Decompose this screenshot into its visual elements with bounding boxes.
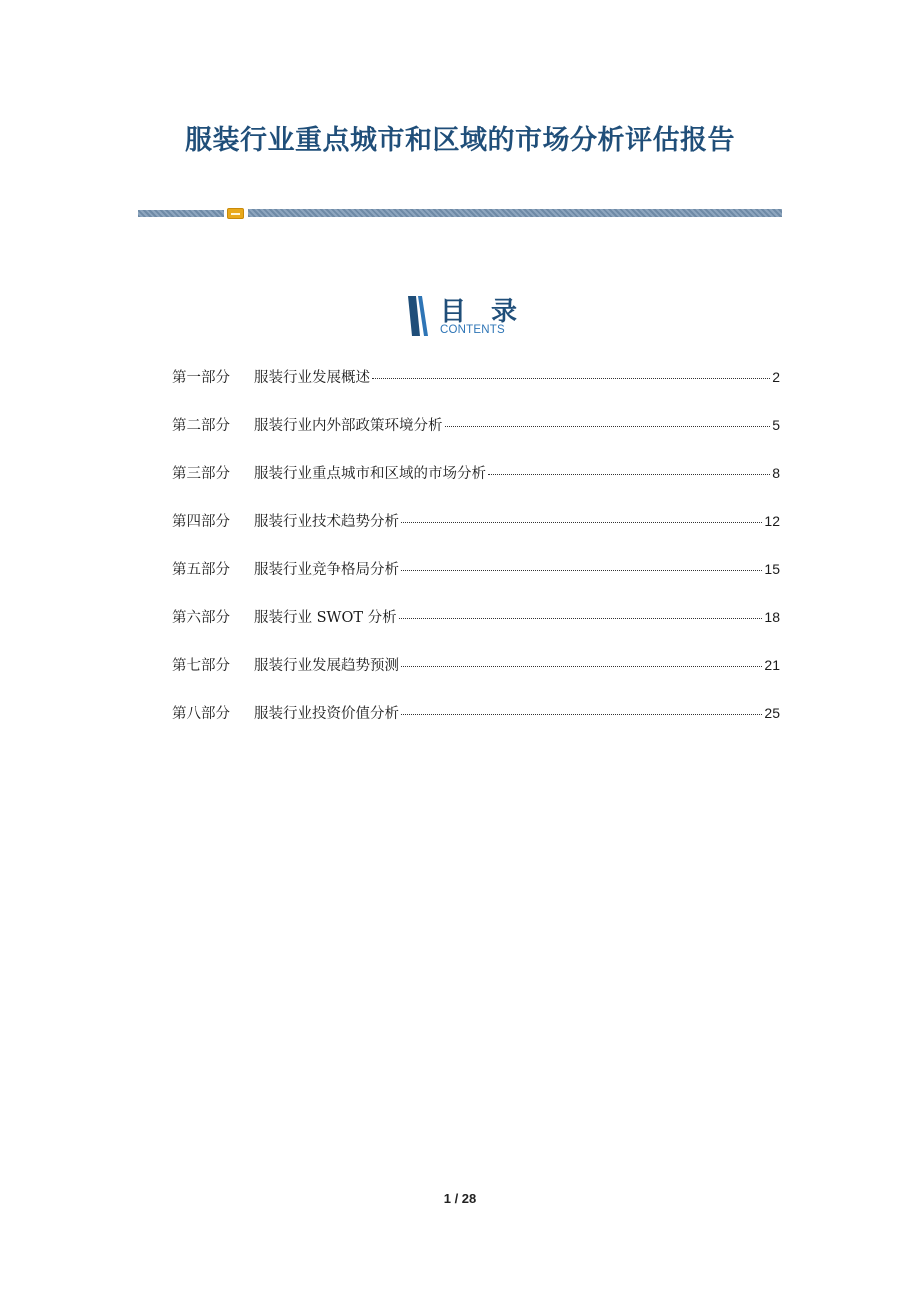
toc-entry-part: 第五部分 [172, 562, 230, 578]
toc-entry-title: 服装行业重点城市和区域的市场分析 [254, 466, 486, 482]
toc-entry[interactable] [172, 702, 780, 750]
toc-stripe-icon [408, 296, 430, 336]
toc-entry-leader [401, 570, 762, 571]
toc-entry[interactable] [172, 414, 780, 462]
toc-entry-part: 第四部分 [172, 514, 230, 530]
toc-entry[interactable] [172, 654, 780, 702]
divider-bar-right [248, 209, 782, 217]
toc-entry-part: 第八部分 [172, 706, 230, 722]
toc-entry-page: 2 [772, 369, 780, 385]
document-title: 服装行业重点城市和区域的市场分析评估报告 [185, 125, 735, 156]
toc-entry-title: 服装行业发展趋势预测 [254, 658, 399, 674]
toc-entry-leader [399, 618, 763, 619]
toc-entry-part: 第一部分 [172, 370, 230, 386]
toc-entry-part: 第六部分 [172, 610, 230, 626]
toc-entry-leader [401, 522, 762, 523]
toc-entry-title: 服装行业投资价值分析 [254, 706, 399, 722]
toc-entry-leader [372, 378, 770, 379]
toc-entry-title: 服装行业发展概述 [254, 370, 370, 386]
toc-entry-part: 第三部分 [172, 466, 230, 482]
toc-heading-en: CONTENTS [440, 324, 505, 336]
toc-entry-leader [401, 714, 762, 715]
toc-entry-page: 25 [764, 705, 780, 721]
toc-entry[interactable] [172, 510, 780, 558]
toc-entry-page: 21 [764, 657, 780, 673]
toc-entry[interactable] [172, 558, 780, 606]
toc-entry[interactable] [172, 462, 780, 510]
toc-entry-leader [401, 666, 762, 667]
toc-entry-title: 服装行业内外部政策环境分析 [254, 418, 443, 434]
toc-entry-title: 服装行业技术趋势分析 [254, 514, 399, 530]
toc-heading [406, 293, 526, 339]
toc-entry-part: 第七部分 [172, 658, 230, 674]
toc-entry[interactable] [172, 606, 780, 654]
toc-entry-page: 15 [764, 561, 780, 577]
toc-entry-page: 18 [764, 609, 780, 625]
toc-entry-page: 12 [764, 513, 780, 529]
toc-entry-title: 服装行业 SWOT 分析 [254, 610, 397, 626]
toc-entry-page: 8 [772, 465, 780, 481]
table-of-contents [172, 366, 780, 750]
divider-badge-icon [227, 208, 244, 219]
toc-entry-leader [488, 474, 770, 475]
toc-entry[interactable] [172, 366, 780, 414]
toc-entry-part: 第二部分 [172, 418, 230, 434]
divider-bar-left [138, 210, 224, 217]
toc-entry-page: 5 [772, 417, 780, 433]
title-divider [138, 208, 782, 220]
toc-heading-zh: 目 录 [440, 297, 526, 327]
toc-entry-title: 服装行业竞争格局分析 [254, 562, 399, 578]
toc-entry-leader [445, 426, 771, 427]
page-indicator: 1 / 28 [443, 1191, 477, 1206]
